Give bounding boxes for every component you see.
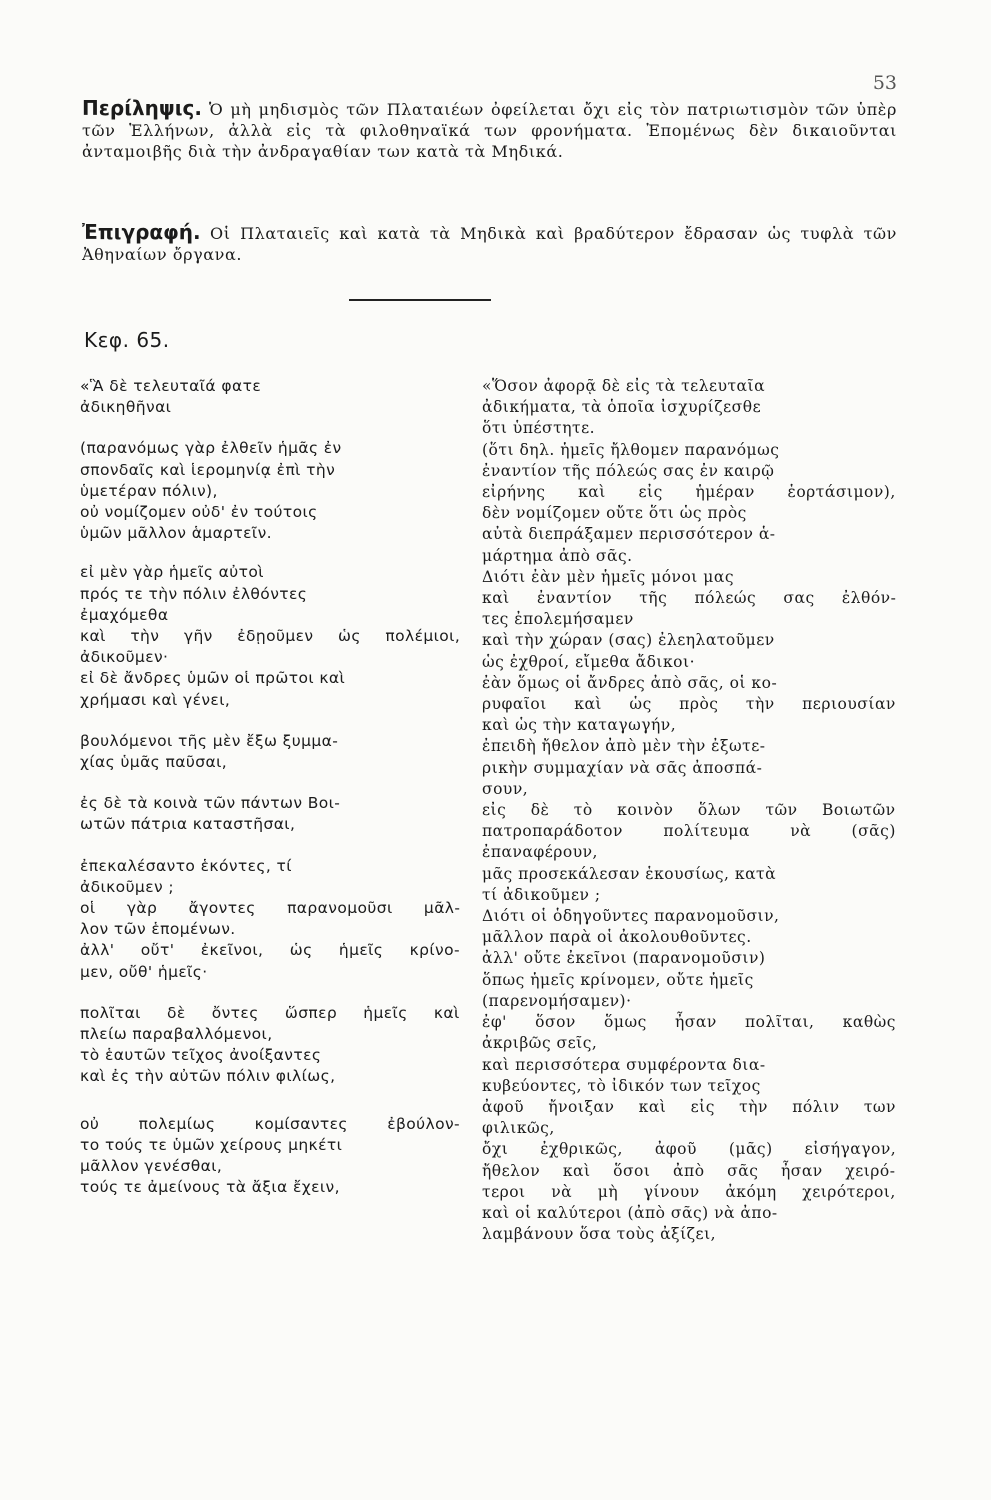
original-text-segment: [80, 793, 460, 835]
translation-line: Διότι ἐὰν μὲν ἡμεῖς μόνοι μας: [482, 567, 735, 586]
translation-line: τες ἐπολεμήσαμεν: [482, 610, 634, 629]
original-text-line: βουλόμενοι τῆς μὲν ἔξω ξυμμα-: [80, 731, 339, 750]
original-text-line: ωτῶν πάτρια καταστῆσαι,: [80, 815, 296, 834]
translation-segment: [482, 1012, 896, 1139]
original-text-line: το τούς τε ὑμῶν χείρους μηκέτι: [80, 1135, 343, 1154]
translation-line: ρικὴν συμμαχίαν νὰ σᾶς ἀποσπά-: [482, 758, 763, 777]
original-text-line: τὸ ἑαυτῶν τεῖχος ἀνοίξαντες: [80, 1046, 322, 1065]
translation-line: ἀκριβῶς σεῖς,: [482, 1034, 598, 1053]
translation-line: καὶ οἱ καλύτεροι (ἀπὸ σᾶς) νὰ ἀπο-: [482, 1203, 778, 1222]
translation-line: Διότι οἱ ὁδηγοῦντες παρανομοῦσιν,: [482, 907, 780, 926]
translation-line: ὅπως ἡμεῖς κρίνομεν, οὔτε ἡμεῖς: [482, 970, 754, 989]
translation-line: πατροπαράδοτον πολίτευμα νὰ (σᾶς): [482, 822, 896, 841]
translation-line: μᾶλλον παρὰ οἱ ἀκολουθοῦντες.: [482, 928, 752, 947]
original-text-line: ἀλλ' οὔτ' ἐκεῖνοι, ὡς ἡμεῖς κρίνο-: [80, 941, 460, 960]
original-text-segment: [80, 376, 460, 418]
translation-line: ὡς ἐχθροί, εἴμεθα ἄδικοι·: [482, 652, 696, 671]
translation-line: ἐπειδὴ ἤθελον ἀπὸ μὲν τὴν ἐξωτε-: [482, 737, 766, 756]
original-text-line: ἐμαχόμεθα: [80, 605, 169, 624]
original-text-line: ἐπεκαλέσαντο ἑκόντες, τί: [80, 856, 292, 875]
translation-line: «Ὅσον ἀφορᾷ δὲ εἰς τὰ τελευταῖα: [482, 377, 766, 395]
translation-line: μᾶς προσεκάλεσαν ἑκουσίως, κατὰ: [482, 864, 777, 883]
original-text-line: ὑμετέραν πόλιν),: [80, 481, 218, 500]
original-text-line: καὶ τὴν γῆν ἐδῃοῦμεν ὡς πολέμιοι,: [80, 627, 461, 646]
translation-segment: [482, 567, 896, 737]
epigraph-paragraph: [82, 222, 897, 265]
translation-line: καὶ τὴν χώραν (σας) ἐλεηλατοῦμεν: [482, 631, 775, 650]
translation-line: ρυφαῖοι καὶ ὡς πρὸς τὴν περιουσίαν: [482, 695, 896, 714]
translation-line: καὶ ἐναντίον τῆς πόλεώς σας ἐλθόν-: [482, 589, 897, 608]
original-text-line: οὐ νομίζομεν οὐδ' ἐν τούτοις: [80, 503, 318, 522]
original-text-line: «Ἃ δὲ τελευταῖά φατε: [80, 377, 262, 395]
original-text-line: πολῖται δὲ ὄντες ὥσπερ ἡμεῖς καὶ: [80, 1003, 460, 1022]
translation-line: ὅτι ὑπέστητε.: [482, 419, 596, 438]
summary-text: Ὁ μὴ μηδισμὸς τῶν Πλαταιέων ὀφείλεται ὄχι εἰς τὸν πατριωτισμὸν τῶν ὑπὲρ τῶν Ἑλλήνων, ἀλλὰ εἰς τὰ φιλοθηναϊκά των φρονήματα. Ἐπομένως δὲν δικαιοῦνται ἀνταμοιβῆς διὰ τὴν ἀνδραγαθίαν των κατὰ τὰ Μηδικά.: [82, 100, 897, 161]
original-text-line: μεν, οὔθ' ἡμεῖς·: [80, 962, 208, 981]
original-text-column: [80, 376, 460, 1199]
translation-line: (ὅτι δηλ. ἡμεῖς ἤλθομεν παρανόμως: [482, 440, 780, 459]
original-text-line: οἱ γὰρ ἄγοντες παρανομοῦσι μᾶλ-: [80, 899, 461, 918]
translation-line: ἐπαναφέρουν,: [482, 843, 598, 862]
translation-segment: [482, 440, 896, 567]
translation-line: ἐὰν ὅμως οἱ ἄνδρες ἀπὸ σᾶς, οἱ κο-: [482, 673, 778, 692]
translation-line: ὄχι ἐχθρικῶς, ἀφοῦ (μᾶς) εἰσήγαγον,: [482, 1140, 897, 1159]
original-text-line: καὶ ἐς τὴν αὐτῶν πόλιν φιλίως,: [80, 1067, 336, 1086]
original-text-segment: [80, 731, 460, 773]
original-text-line: χίας ὑμᾶς παῦσαι,: [80, 753, 228, 772]
epigraph-text: Οἱ Πλαταιεῖς καὶ κατὰ τὰ Μηδικὰ καὶ βραδύτερον ἔδρασαν ὡς τυφλὰ τῶν Ἀθηναίων ὄργανα.: [82, 224, 898, 264]
original-text-line: (παρανόμως γὰρ ἐλθεῖν ἡμᾶς ἐν: [80, 439, 342, 458]
translation-segment: [482, 800, 896, 864]
translation-line: καὶ περισσότερα συμφέροντα δια-: [482, 1055, 766, 1074]
page-number: 53: [872, 72, 897, 94]
translation-line: αὐτὰ διεπράξαμεν περισσότερον ἁ-: [482, 525, 776, 544]
translation-line: εἰρήνης καὶ εἰς ἡμέραν ἑορτάσιμον),: [482, 483, 896, 502]
original-text-segment: [80, 856, 460, 983]
translation-column: [482, 376, 896, 1245]
translation-line: εἰς δὲ τὸ κοινὸν ὅλων τῶν Βοιωτῶν: [482, 801, 896, 820]
original-text-line: ἀδικοῦμεν ;: [80, 877, 174, 896]
original-text-segment: [80, 562, 460, 710]
original-text-segment: [80, 1003, 460, 1088]
original-text-line: ὑμῶν μᾶλλον ἁμαρτεῖν.: [80, 524, 272, 543]
original-text-line: σπονδαῖς καὶ ἱερομηνίᾳ ἐπὶ τὴν: [80, 460, 336, 479]
original-text-line: ἀδικοῦμεν·: [80, 648, 169, 667]
summary-paragraph: [82, 98, 897, 162]
original-text-line: πλείω παραβαλλόμενοι,: [80, 1025, 273, 1044]
original-text-line: ἐς δὲ τὰ κοινὰ τῶν πάντων Βοι-: [80, 794, 341, 813]
chapter-title: Κεφ. 65.: [84, 328, 170, 352]
translation-line: ἤθελον καὶ ὅσοι ἀπὸ σᾶς ἦσαν χειρό-: [482, 1161, 896, 1180]
translation-line: (παρενομήσαμεν)·: [482, 991, 632, 1010]
translation-line: καὶ ὡς τὴν καταγωγήν,: [482, 716, 677, 735]
translation-line: ἀλλ' οὔτε ἐκεῖνοι (παρανομοῦσιν): [482, 949, 766, 968]
translation-line: σουν,: [482, 779, 529, 798]
translation-line: ἀφοῦ ἤνοιξαν καὶ εἰς τὴν πόλιν των: [482, 1097, 896, 1116]
translation-line: δὲν νομίζομεν οὔτε ὅτι ὡς πρὸς: [482, 504, 747, 523]
translation-segment: [482, 736, 896, 800]
translation-line: λαμβάνουν ὅσα τοὺς ἀξίζει,: [482, 1225, 717, 1244]
original-text-line: τούς τε ἀμείνους τὰ ἄξια ἔχειν,: [80, 1178, 340, 1197]
original-text-line: μᾶλλον γενέσθαι,: [80, 1157, 223, 1176]
translation-line: ἐναντίον τῆς πόλεώς σας ἐν καιρῷ: [482, 461, 775, 480]
summary-heading: Περίληψις.: [82, 96, 202, 120]
original-text-segment: [80, 1114, 460, 1199]
original-text-line: εἰ μὲν γὰρ ἡμεῖς αὐτοὶ: [80, 563, 264, 582]
original-text-line: οὐ πολεμίως κομίσαντες ἐβούλον-: [80, 1114, 461, 1133]
translation-line: μάρτημα ἀπὸ σᾶς.: [482, 546, 633, 565]
section-divider: [349, 299, 491, 301]
original-text-segment: [80, 438, 460, 544]
original-text-line: πρός τε τὴν πόλιν ἐλθόντες: [80, 584, 308, 603]
epigraph-heading: Ἐπιγραφή.: [82, 220, 201, 244]
translation-line: κυβεύοντες, τὸ ἰδικόν των τεῖχος: [482, 1076, 761, 1095]
translation-segment: [482, 864, 896, 1012]
original-text-line: ἀδικηθῆναι: [80, 398, 172, 417]
translation-line: φιλικῶς,: [482, 1119, 555, 1138]
translation-segment: [482, 376, 896, 440]
translation-line: τί ἀδικοῦμεν ;: [482, 885, 601, 904]
translation-line: ἀδικήματα, τὰ ὁποῖα ἰσχυρίζεσθε: [482, 398, 762, 417]
original-text-line: λον τῶν ἑπομένων.: [80, 920, 236, 939]
original-text-line: εἰ δὲ ἄνδρες ὑμῶν οἱ πρῶτοι καὶ: [80, 669, 346, 688]
original-text-line: χρήμασι καὶ γένει,: [80, 690, 231, 709]
translation-line: ἐφ' ὅσον ὅμως ἦσαν πολῖται, καθὼς: [482, 1013, 896, 1032]
translation-line: τεροι νὰ μὴ γίνουν ἀκόμη χειρότεροι,: [482, 1182, 896, 1201]
translation-segment: [482, 1139, 896, 1245]
